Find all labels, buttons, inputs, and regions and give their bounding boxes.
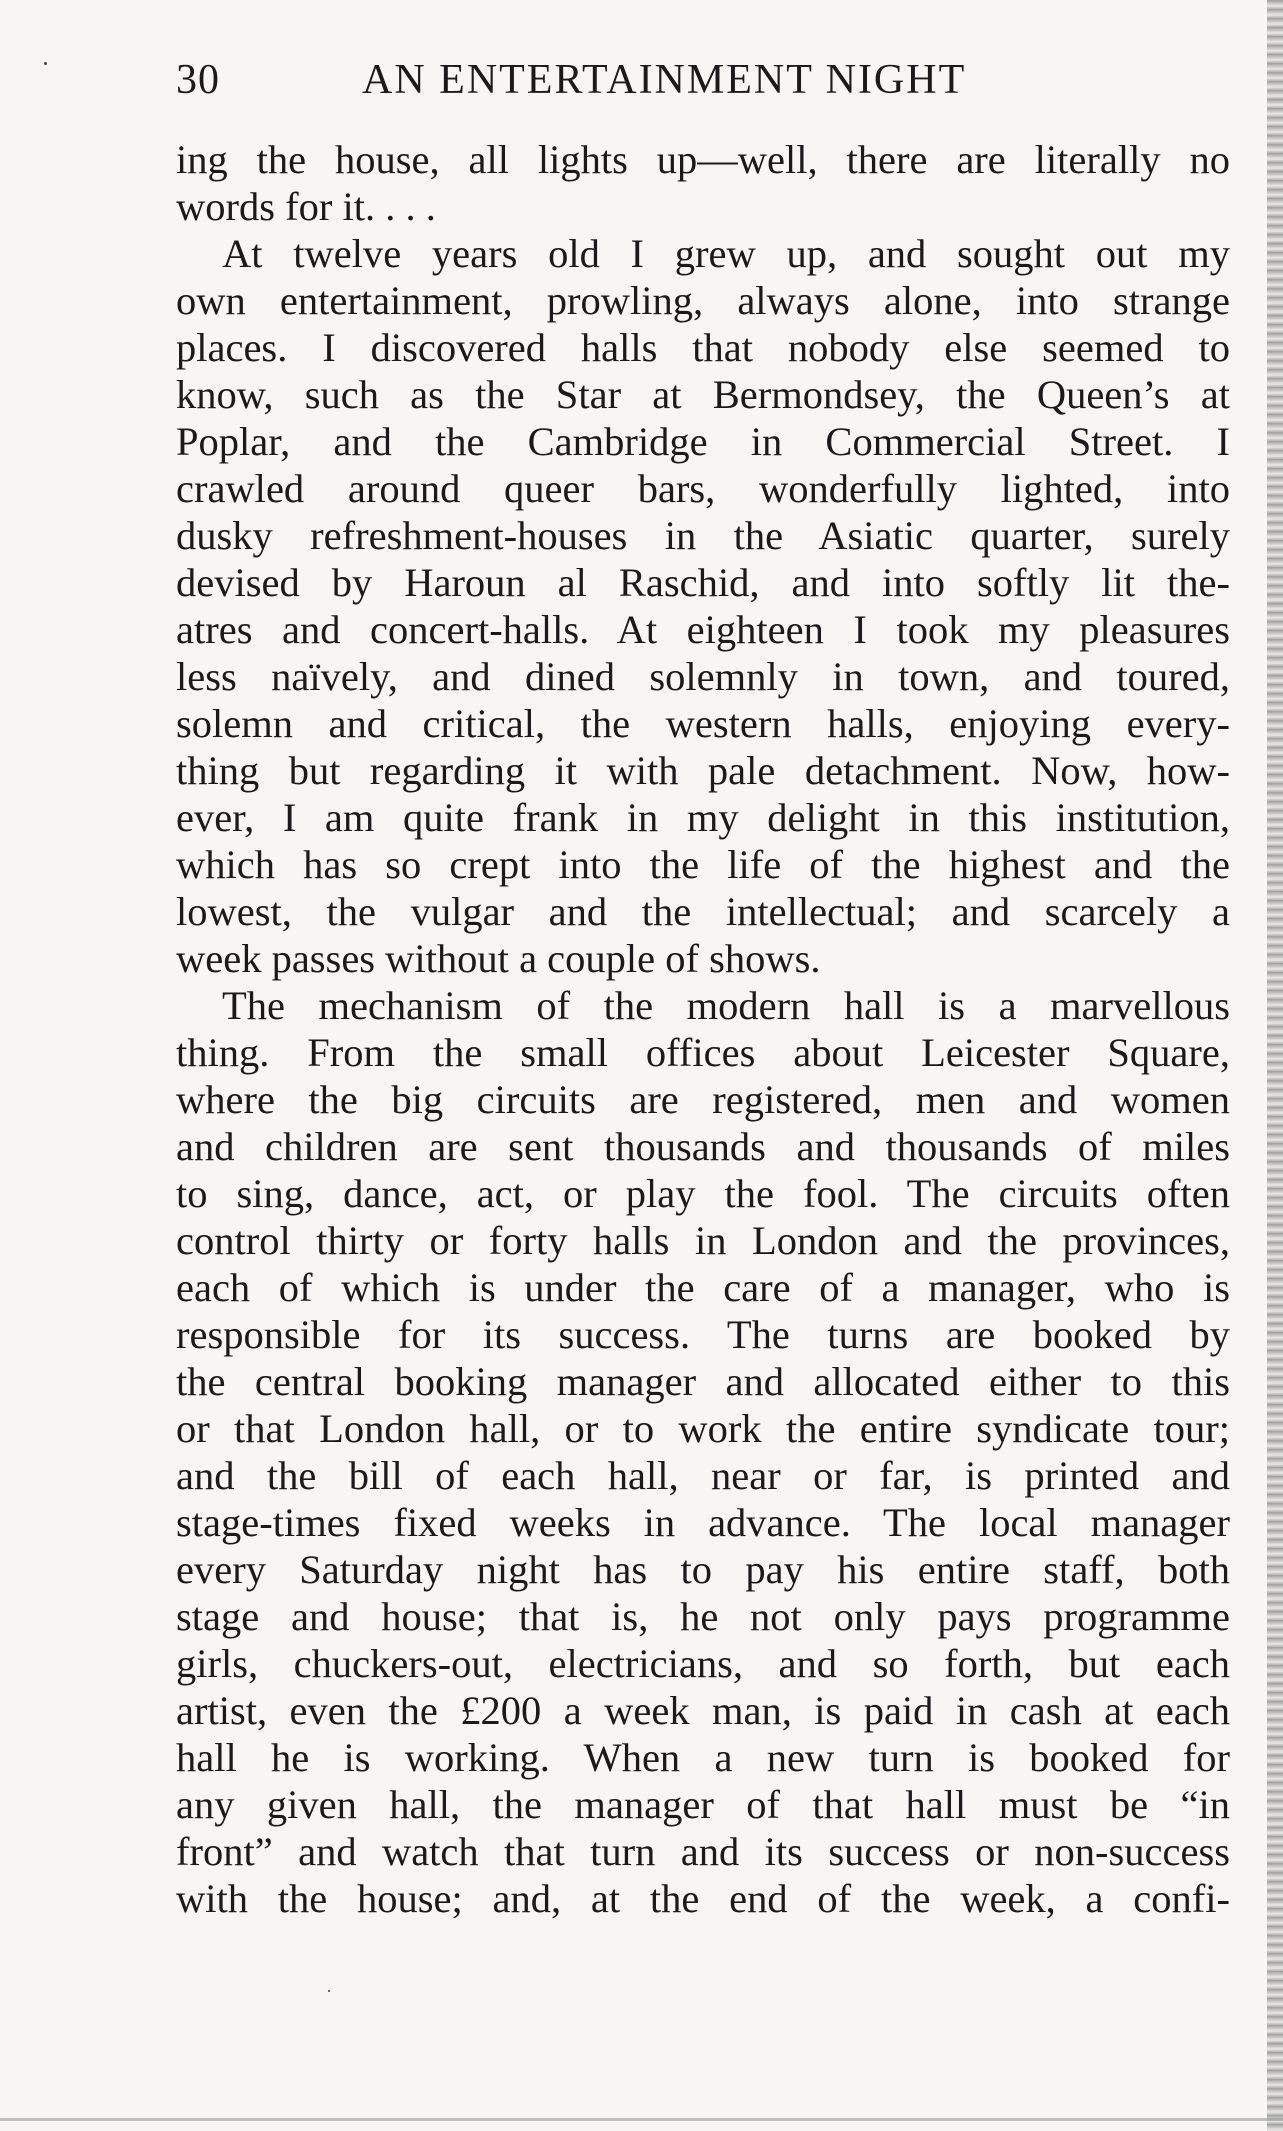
text-line: know, such as the Star at Bermondsey, the Queen’s at [176,372,1230,417]
scan-speck [44,62,47,65]
text-line: atres and concert-halls. At eighteen I took my pleasures [176,607,1230,652]
running-title: AN ENTERTAINMENT NIGHT [362,57,967,103]
text-line: and children are sent thousands and thousands of miles [176,1124,1230,1169]
bottom-edge [0,2118,1283,2121]
text-line: devised by Haroun al Raschid, and into softly lit the- [176,560,1230,605]
text-line: every Saturday night has to pay his entire staff, both [176,1547,1230,1592]
page-number: 30 [176,57,220,103]
text-line: Poplar, and the Cambridge in Commercial Street. I [176,419,1230,464]
text-line: or that London hall, or to work the entire syndicate tour; [176,1406,1230,1451]
text-line: hall he is working. When a new turn is booked for [176,1735,1230,1780]
text-line: dusky refreshment-houses in the Asiatic quarter, surely [176,513,1230,558]
text-line: lowest, the vulgar and the intellectual; and scarcely a [176,889,1230,934]
text-line: the central booking manager and allocated either to this [176,1359,1230,1404]
text-line: places. I discovered halls that nobody else seemed to [176,325,1230,370]
text-line: responsible for its success. The turns are booked by [176,1312,1230,1357]
text-line: to sing, dance, act, or play the fool. The circuits often [176,1171,1230,1216]
text-line: which has so crept into the life of the highest and the [176,842,1230,887]
text-line: front” and watch that turn and its success or non-success [176,1829,1230,1874]
text-line: ing the house, all lights up—well, there are literally no [176,137,1230,182]
paragraph-first-line: At twelve years old I grew up, and sought out my [222,231,1230,276]
text-line: stage-times fixed weeks in advance. The local manager [176,1500,1230,1545]
text-line: week passes without a couple of shows. [176,936,821,981]
text-line: words for it. . . . [176,184,436,229]
text-line: own entertainment, prowling, always alone, into strange [176,278,1230,323]
text-line: thing but regarding it with pale detachment. Now, how- [176,748,1230,793]
text-line: thing. From the small offices about Leicester Square, [176,1030,1230,1075]
text-line: less naïvely, and dined solemnly in town, and toured, [176,654,1230,699]
text-line: girls, chuckers-out, electricians, and so forth, but each [176,1641,1230,1686]
page-edge [1267,0,1283,2131]
text-line: any given hall, the manager of that hall must be “in [176,1782,1230,1827]
paragraph-first-line: The mechanism of the modern hall is a marvellous [222,983,1230,1028]
text-line: crawled around queer bars, wonderfully lighted, into [176,466,1230,511]
text-line: control thirty or forty halls in London and the provinces, [176,1218,1230,1263]
text-line: stage and house; that is, he not only pays programme [176,1594,1230,1639]
text-line: each of which is under the care of a manager, who is [176,1265,1230,1310]
text-line: solemn and critical, the western halls, enjoying every- [176,701,1230,746]
text-line: artist, even the £200 a week man, is paid in cash at each [176,1688,1230,1733]
text-line: with the house; and, at the end of the week, a confi- [176,1876,1230,1921]
running-head [176,56,1230,116]
text-line: where the big circuits are registered, men and women [176,1077,1230,1122]
text-line: and the bill of each hall, near or far, is printed and [176,1453,1230,1498]
text-line: ever, I am quite frank in my delight in this institution, [176,795,1230,840]
scan-speck [328,1990,330,1992]
body-text [176,136,1230,1922]
